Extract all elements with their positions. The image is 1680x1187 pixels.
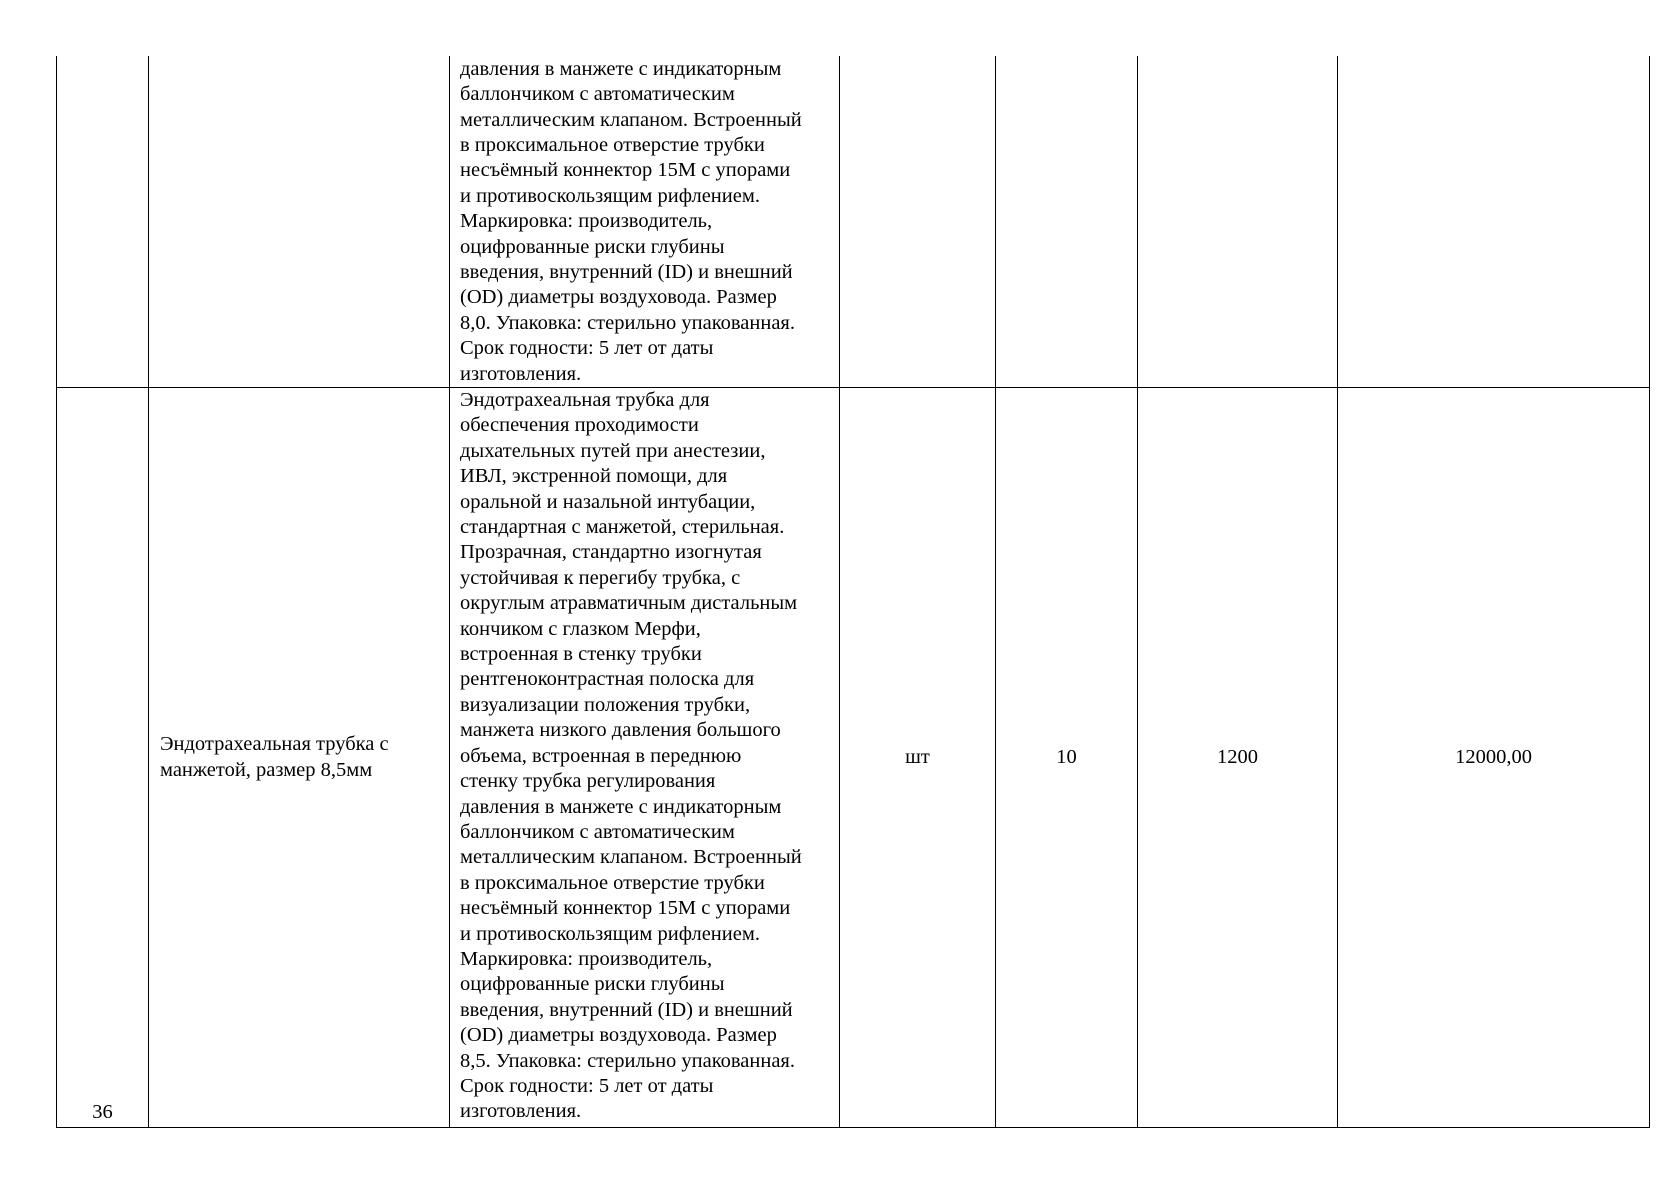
text-line: обеспечения проходимости	[460, 414, 699, 437]
text-line: манжета низкого давления большого	[460, 719, 781, 742]
name-cell	[149, 388, 450, 1128]
text-line: визуализации положения трубки,	[460, 693, 751, 716]
text-line: баллончиком с автоматическим	[460, 83, 735, 106]
text-line: Срок годности: 5 лет от даты	[460, 337, 714, 360]
text-line: введения, внутренний (ID) и внешний	[460, 998, 793, 1021]
text-line: Эндотрахеальная трубка с	[160, 733, 389, 756]
text-line: 8,5. Упаковка: стерильно упакованная.	[460, 1049, 795, 1072]
price-value: 1200	[1217, 745, 1258, 768]
text-line: объема, встроенная в переднюю	[460, 744, 742, 767]
text-line: и противоскользящим рифлением.	[460, 184, 760, 207]
description-cell	[450, 388, 840, 1128]
total-cell	[1338, 388, 1650, 1128]
text-line: Маркировка: производитель,	[460, 210, 713, 233]
text-line: изготовления.	[460, 362, 582, 385]
text-line: Маркировка: производитель,	[460, 947, 713, 970]
text-line: стенку трубка регулирования	[460, 770, 716, 793]
specification-table	[56, 56, 1650, 1128]
text-line: оцифрованные риски глубины	[460, 235, 725, 258]
unit-value: шт	[905, 745, 930, 768]
text-line: дыхательных путей при анестезии,	[460, 439, 766, 462]
text-line: ИВЛ, экстренной помощи, для	[460, 465, 728, 488]
text-line: Эндотрахеальная трубка для	[460, 389, 710, 411]
text-line: и противоскользящим рифлением.	[460, 922, 760, 945]
text-line: (OD) диаметры воздуховода. Размер	[460, 1024, 777, 1047]
text-line: стандартная с манжетой, стерильная.	[460, 516, 785, 539]
text-line: (OD) диаметры воздуховода. Размер	[460, 286, 777, 309]
price-cell	[1138, 56, 1338, 388]
text-line: несъёмный коннектор 15М с упорами	[460, 897, 791, 920]
text-line: введения, внутренний (ID) и внешний	[460, 260, 793, 283]
total-value: 12000,00	[1455, 745, 1532, 768]
text-line: изготовления.	[460, 1100, 582, 1123]
text-line: давления в манжете с индикаторным	[460, 57, 782, 80]
number-cell	[57, 56, 149, 388]
name-cell	[149, 56, 450, 388]
text-line: манжетой, размер 8,5мм	[160, 758, 373, 781]
unit-cell	[840, 56, 996, 388]
price-cell	[1138, 388, 1338, 1128]
quantity-cell	[996, 56, 1138, 388]
text-line: округлым атравматичным дистальным	[460, 592, 798, 615]
text-line: давления в манжете с индикаторным	[460, 795, 782, 818]
description-text	[460, 388, 839, 1125]
quantity-value: 10	[1056, 745, 1077, 768]
row-number: 36	[92, 1100, 113, 1123]
text-line: Срок годности: 5 лет от даты	[460, 1074, 714, 1097]
table-row	[57, 388, 1650, 1128]
description-text	[460, 57, 839, 387]
text-line: металлическим клапаном. Встроенный	[460, 108, 802, 131]
text-line: кончиком с глазком Мерфи,	[460, 617, 701, 640]
text-line: оральной и назальной интубации,	[460, 490, 756, 513]
text-line: 8,0. Упаковка: стерильно упакованная.	[460, 311, 795, 334]
description-cell	[450, 56, 840, 388]
quantity-cell	[996, 388, 1138, 1128]
total-cell	[1338, 56, 1650, 388]
text-line: рентгеноконтрастная полоска для	[460, 668, 755, 691]
text-line: металлическим клапаном. Встроенный	[460, 846, 802, 869]
number-cell	[57, 388, 149, 1128]
text-line: в проксимальное отверстие трубки	[460, 133, 765, 156]
text-line: оцифрованные риски глубины	[460, 973, 725, 996]
text-line: баллончиком с автоматическим	[460, 820, 735, 843]
unit-cell	[840, 388, 996, 1128]
table-row-continued	[57, 56, 1650, 388]
text-line: встроенная в стенку трубки	[460, 643, 702, 666]
text-line: несъёмный коннектор 15М с упорами	[460, 159, 791, 182]
item-name	[160, 732, 449, 783]
text-line: устойчивая к перегибу трубка, с	[460, 566, 741, 589]
text-line: в проксимальное отверстие трубки	[460, 871, 765, 894]
text-line: Прозрачная, стандартно изогнутая	[460, 541, 762, 564]
